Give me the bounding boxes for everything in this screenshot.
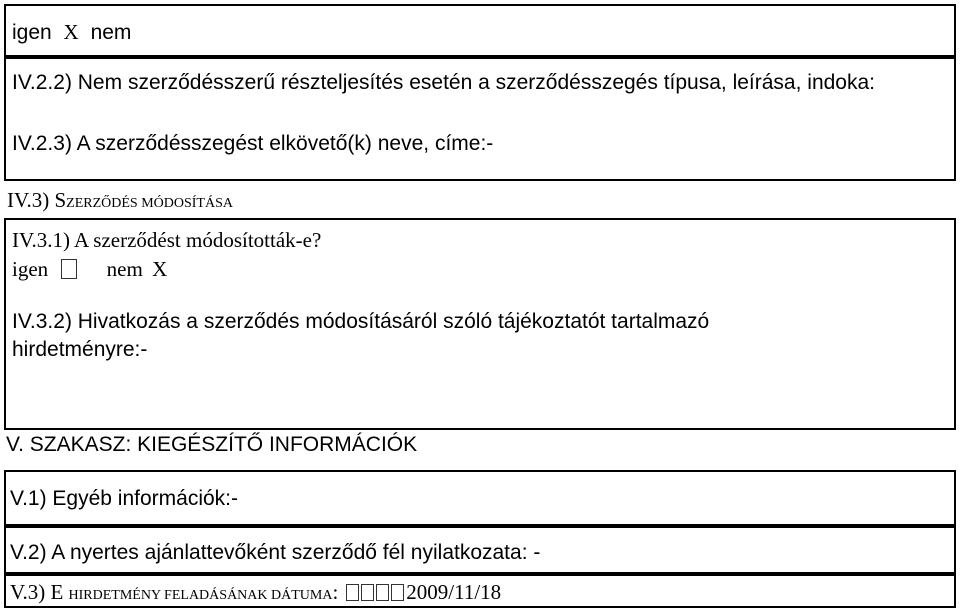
section-v-title: V. SZAKASZ: KIEGÉSZÍTŐ INFORMÁCIÓK (6, 433, 418, 456)
v3-prefix: V.3) E (10, 580, 69, 604)
iv23-label: IV.2.3) A szerződésszegést elkövető(k) neve, címe:- (12, 132, 494, 155)
answer-box-igen-nem (4, 4, 956, 57)
nem-label: nem (90, 21, 132, 44)
iv31-nem: nem (106, 257, 143, 281)
iv3-prefix: IV.3) (7, 188, 55, 212)
iv32-line2: hirdetményre:- (12, 338, 148, 361)
v3-date: 2009/11/18 (406, 580, 502, 604)
iv3-initial: S (54, 188, 67, 212)
answer-row (12, 20, 131, 45)
v3-colon: : (332, 580, 339, 604)
iv31-label: IV.3.1) A szerződést módosították-e? (12, 228, 322, 252)
nem-mark: X (152, 257, 168, 281)
iv31-igen: igen (12, 257, 49, 281)
v3-small: HIRDETMÉNY FELADÁSÁNAK DÁTUMA (68, 588, 333, 603)
v3-row (10, 580, 501, 608)
date-box (361, 584, 374, 601)
date-box (391, 584, 404, 601)
v1-label: V.1) Egyéb információk:- (10, 487, 238, 510)
date-box (346, 584, 359, 601)
answer-mark: X (63, 20, 79, 44)
v2-label: V.2) A nyertes ajánlattevőként szerződő fél nyilatkozata: - (10, 541, 541, 564)
iv32-line1: IV.3.2) Hivatkozás a szerződés módosításáról szóló tájékoztatót tartalmazó (12, 310, 710, 333)
date-box (376, 584, 389, 601)
iv3-rest: ZERZŐDÉS MÓDOSÍTÁSA (66, 196, 233, 211)
iv31-answer-row (12, 257, 167, 281)
iv3-heading (7, 188, 233, 216)
iv22-label: IV.2.2) Nem szerződésszerű részteljesítés esetén a szerződésszegés típusa, leírása, indoka: (12, 71, 875, 94)
igen-checkbox[interactable] (61, 259, 77, 279)
igen-label: igen (12, 21, 52, 44)
